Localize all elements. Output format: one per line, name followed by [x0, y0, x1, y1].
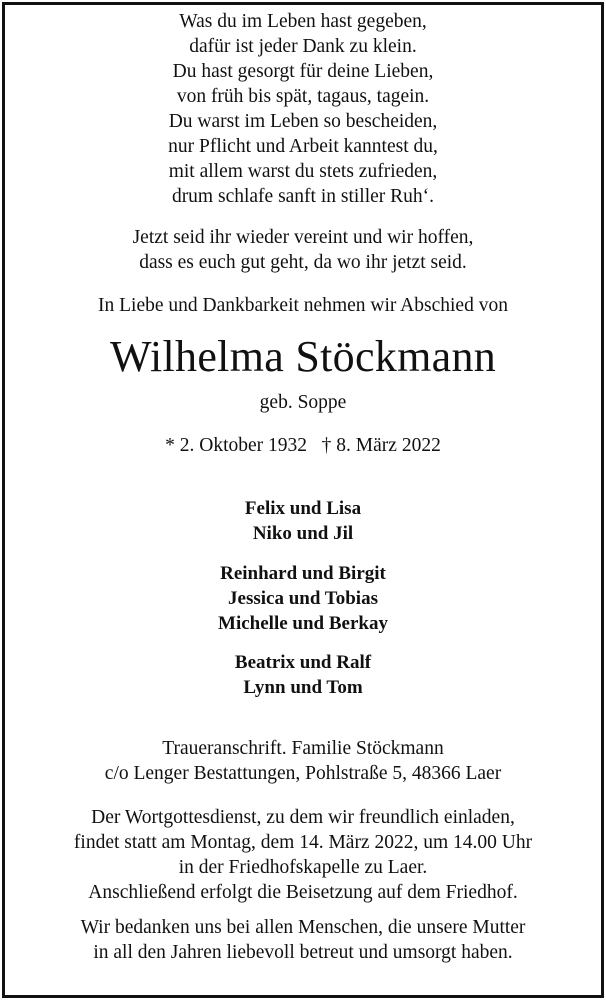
- obituary-frame: [2, 2, 604, 998]
- service-line: findet statt am Montag, dem 14. März 2022, um 14.00 Uhr: [73, 832, 533, 853]
- address-line: c/o Lenger Bestattungen, Pohlstraße 5, 48366 Laer: [104, 763, 502, 784]
- mourner-name: Michelle und Berkay: [218, 613, 388, 634]
- poem-line: Was du im Leben hast gegeben,: [179, 11, 427, 32]
- reunion-line: dass es euch gut geht, da wo ihr jetzt seid.: [139, 252, 467, 273]
- poem-line: Du warst im Leben so bescheiden,: [168, 111, 438, 132]
- obituary-content: [5, 5, 601, 995]
- service-line: in der Friedhofskapelle zu Laer.: [178, 857, 428, 878]
- poem-line: Du hast gesorgt für deine Lieben,: [172, 61, 434, 82]
- mourner-name: Niko und Jil: [252, 523, 354, 544]
- reunion-line: Jetzt seid ihr wieder vereint und wir hoffen,: [132, 227, 474, 248]
- deceased-name: Wilhelma Stöckmann: [109, 332, 497, 381]
- farewell-intro: In Liebe und Dankbarkeit nehmen wir Abschied von: [98, 295, 508, 316]
- thanks-line: Wir bedanken uns bei allen Menschen, die unsere Mutter: [80, 917, 526, 938]
- mourner-name: Felix und Lisa: [244, 498, 362, 519]
- mourner-name: Beatrix und Ralf: [234, 652, 372, 673]
- service-line: Anschließend erfolgt die Beisetzung auf dem Friedhof.: [88, 882, 518, 903]
- mourner-name: Reinhard und Birgit: [220, 563, 386, 584]
- poem-line: von früh bis spät, tagaus, tagein.: [176, 86, 430, 107]
- poem-line: mit allem warst du stets zufrieden,: [168, 161, 438, 182]
- thanks-line: in all den Jahren liebevoll betreut und umsorgt haben.: [93, 942, 513, 963]
- poem-line: nur Pflicht und Arbeit kanntest du,: [168, 136, 438, 157]
- maiden-name: geb. Soppe: [259, 392, 347, 413]
- poem-line: dafür ist jeder Dank zu klein.: [189, 36, 417, 57]
- service-line: Der Wortgottesdienst, zu dem wir freundlich einladen,: [91, 807, 515, 828]
- life-dates: * 2. Oktober 1932 † 8. März 2022: [165, 435, 441, 456]
- mourner-name: Jessica und Tobias: [228, 588, 378, 609]
- poem-line: drum schlafe sanft in stiller Ruh‘.: [171, 186, 435, 207]
- mourner-name: Lynn und Tom: [243, 677, 363, 698]
- address-line: Traueranschrift. Familie Stöckmann: [162, 738, 444, 759]
